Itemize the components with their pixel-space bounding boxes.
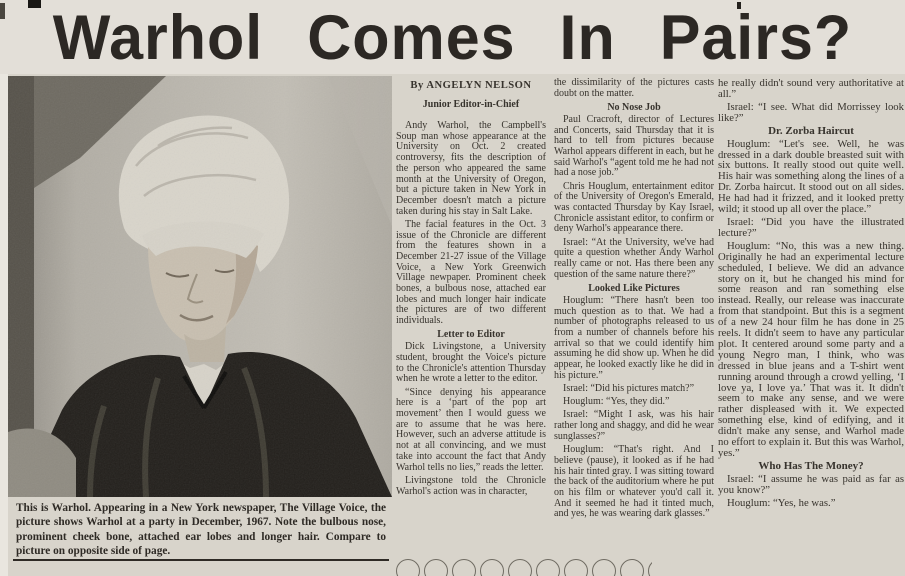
article-paragraph: Andy Warhol, the Campbell's Soup man whose appearance at the University on Oct. 2 created controversy, fits the description of the person who appeared the same month at the University of Oregon, but a picture taken in New York in December doesn't match a picture taken during his stay in Salt Lake. <box>396 120 546 217</box>
article-paragraph: Houglum: “Yes, he was.” <box>727 496 836 509</box>
caption-rule <box>13 559 389 561</box>
article-paragraph: Israel: “Did you have the illustrated lecture?” <box>718 215 904 239</box>
article-paragraph: Houglum: “Let's see. Well, he was dressed in a dark double breasted suit with six buttons. It really stood out quite well. His hair was something along the lines of a Dr. Zorba haircut. It stood out on all sides. He had had it frizzed, and it looked pretty wild; it stood up all over the place.” <box>718 137 904 216</box>
article-column-2 <box>554 78 714 523</box>
photo-caption: This is Warhol. Appearing in a New York newspaper, The Village Voice, the picture shows Warhol at a party in December, 1967. Note the bulbous nose, prominent cheek bone, attached ear lobes and longer hair. Compare to picture on opposite side of page. <box>16 502 386 557</box>
article-paragraph: he really didn't sound very authoritative at all.” <box>718 77 904 100</box>
article-paragraph: Israel: “I see. What did Morrissey look like?” <box>718 100 904 124</box>
byline-title: Junior Editor-in-Chief <box>422 99 520 110</box>
section-subhead: Who Has The Money? <box>758 459 864 472</box>
article-paragraph: Paul Cracroft, director of Lectures and Concerts, said Thursday that it is hard to tell from pictures because Warhol appears different in each, but he said Warhol's “agent told me he had not had a nose job.” <box>554 113 714 179</box>
section-subhead: Dr. Zorba Haircut <box>768 124 854 137</box>
article-paragraph: Houglum: “There hasn't been too much question as to that. We had a number of photographs released to us from a number of channels before his arrival so that we could identify him assuming he did show up. When he did appear, he looked exactly like he did in his picture.” <box>554 294 714 381</box>
article-paragraph: Israel: “I assume he was paid as far as you know?” <box>718 472 904 496</box>
section-subhead: No Nose Job <box>607 101 661 113</box>
scallop-circle <box>396 559 420 576</box>
article-headline: Warhol Comes In Pairs? <box>52 1 853 73</box>
article-paragraph: Israel: “Did his pictures match?” <box>563 383 695 395</box>
scallop-circle <box>620 559 644 576</box>
article-paragraph: Livingstone told the Chronicle Warhol's action was in character, <box>396 474 546 497</box>
article-paragraph: Israel: “At the University, we've had quite a question whether Andy Warhol really came or not. Has there been any question of the same nature there?” <box>554 236 714 280</box>
scallop-circle <box>536 559 560 576</box>
article-paragraph: The facial features in the Oct. 3 issue of the Chronicle are different from the features shown in a December 21-27 issue of the Village Voice, a New York Greenwich Village newpaper. Prominent cheek bones, a bulbous nose, attached ear lobes and much longer hair indicate the pictures are of two different individuals. <box>396 218 546 327</box>
scallop-circle <box>648 559 652 576</box>
scallop-decoration <box>396 559 652 576</box>
article-paragraph: “Since denying his appearance here is a ‘part of the pop art movement’ then I would guess we are to assume that he was here. However, such an adverse attitude is not at all convincing, and we must take into account the fact that Andy Warhol tells no lies,” reads the letter. <box>396 386 546 473</box>
article-paragraph: Houglum: “No, this was a new thing. Originally he had an experimental lecture scheduled, I believe. We did an advance story on it, but he changed his mind for some reason and ran something else instead. Really, our release was inaccurate from that standpoint. But this is a segment of a new 24 hour film he has done in 25 reels. It didn't seem to have any particular plot. It centered around some party and a young Negro man, I think, who was dressed in blue jeans and a T-shirt went running around through a crowd yelling, ‘I love ya, I love ya.’ That was it. It didn't seem to make any sense, and we were rather displeased with it. We expected something else, kind of edifying, and it didn't make any sense, and Warhol made no effort to explain it. But this was Warhol, yes.” <box>718 239 904 459</box>
byline-author: By ANGELYN NELSON <box>410 80 532 91</box>
scallop-circle <box>424 559 448 576</box>
article-paragraph: Israel: “Might I ask, was his hair rather long and shaggy, and did he wear sunglasses?” <box>554 409 714 442</box>
article-column-3 <box>718 78 904 511</box>
article-paragraph: Chris Houglum, entertainment editor of the University of Oregon's Emerald, was contacted Thursday by Kay Israel, Chronicle assistant editor, to confirm or deny Warhol's appearance there. <box>554 180 714 235</box>
scallop-circle <box>564 559 588 576</box>
article-paragraph: Dick Livingstone, a University student, brought the Voice's picture to the Chronicle's attention Thursday when he wrote a letter to the editor. <box>396 341 546 385</box>
scallop-circle <box>480 559 504 576</box>
article-column-1 <box>396 78 546 500</box>
scallop-circle <box>452 559 476 576</box>
article-paragraph: Houglum: “Yes, they did.” <box>563 396 670 408</box>
section-subhead: Letter to Editor <box>437 329 505 341</box>
article-paragraph: the dissimilarity of the pictures casts doubt on the matter. <box>554 77 714 99</box>
article-paragraph: Houglum: “That's right. And I believe (pause), it looked as if he had his hair tinted gray. I was sitting toward the back of the auditorium where he put on his film or whatever you'd call it. And it seemed he had it tinted much, and yes, he was wearing dark glasses.” <box>554 444 714 520</box>
section-subhead: Looked Like Pictures <box>588 282 680 294</box>
warhol-photo <box>8 76 392 497</box>
scallop-circle <box>508 559 532 576</box>
scan-edge <box>0 74 8 576</box>
scallop-circle <box>592 559 616 576</box>
